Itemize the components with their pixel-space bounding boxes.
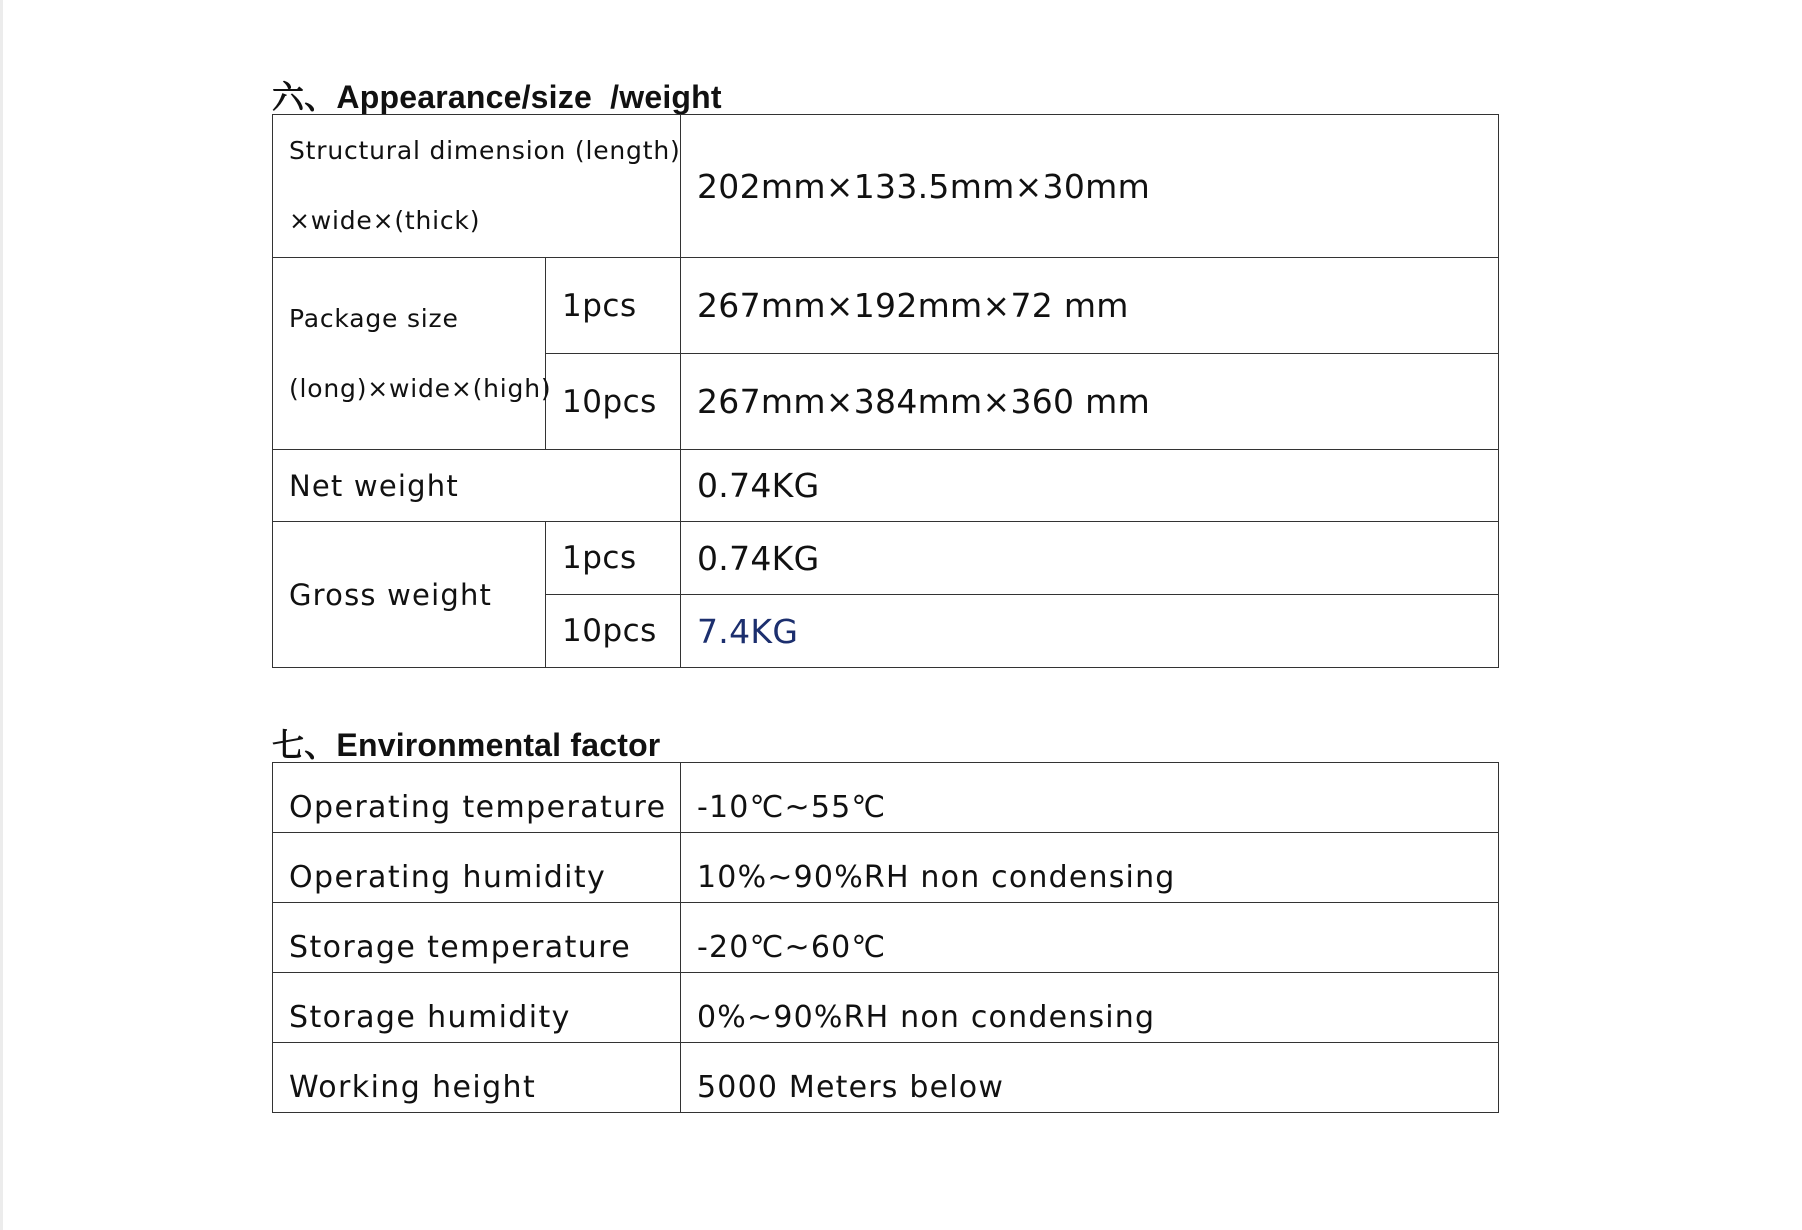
package-size-1pcs-value: 267mm×192mm×72 mm bbox=[681, 258, 1499, 354]
package-size-label-line2: (long)×wide×(high) bbox=[289, 373, 552, 403]
gross-weight-label: Gross weight bbox=[273, 522, 546, 668]
operating-humidity-value: 10%~90%RH non condensing bbox=[681, 833, 1499, 903]
net-weight-label: Net weight bbox=[273, 450, 681, 522]
storage-temperature-label: Storage temperature bbox=[273, 903, 681, 973]
structural-dimension-value: 202mm×133.5mm×30mm bbox=[681, 115, 1499, 258]
section-title-environment: 七、Environmental factor bbox=[272, 727, 661, 763]
gross-weight-10pcs-value: 7.4KG bbox=[681, 595, 1499, 668]
operating-temperature-label: Operating temperature bbox=[273, 763, 681, 833]
net-weight-value: 0.74KG bbox=[681, 450, 1499, 522]
gross-weight-1pcs-value: 0.74KG bbox=[681, 522, 1499, 595]
storage-temperature-value: -20℃~60℃ bbox=[681, 903, 1499, 973]
table-row bbox=[273, 450, 1499, 522]
table-row bbox=[273, 115, 1499, 258]
structural-dimension-label-line1: Structural dimension (length) bbox=[289, 136, 681, 165]
working-height-value: 5000 Meters below bbox=[681, 1043, 1499, 1113]
table-row bbox=[273, 903, 1499, 973]
package-size-10pcs-value: 267mm×384mm×360 mm bbox=[681, 354, 1499, 450]
table-row bbox=[273, 973, 1499, 1043]
package-size-label bbox=[273, 258, 552, 450]
section-title-appearance: 六、Appearance/size /weight bbox=[272, 79, 722, 115]
package-qty-1pcs: 1pcs bbox=[546, 258, 681, 354]
package-qty-10pcs: 10pcs bbox=[546, 354, 681, 450]
structural-dimension-label-line2: ×wide×(thick) bbox=[289, 206, 481, 235]
table-row bbox=[273, 258, 1499, 354]
table-row bbox=[273, 763, 1499, 833]
gross-qty-1pcs: 1pcs bbox=[546, 522, 681, 595]
operating-temperature-value: -10℃~55℃ bbox=[681, 763, 1499, 833]
operating-humidity-label: Operating humidity bbox=[273, 833, 681, 903]
storage-humidity-label: Storage humidity bbox=[273, 973, 681, 1043]
working-height-label: Working height bbox=[273, 1043, 681, 1113]
table-row bbox=[273, 1043, 1499, 1113]
environment-table bbox=[272, 762, 1499, 1113]
table-row bbox=[273, 833, 1499, 903]
package-size-label-line1: Package size bbox=[289, 303, 459, 333]
table-row bbox=[273, 522, 1499, 595]
structural-dimension-label bbox=[273, 115, 681, 258]
gross-qty-10pcs: 10pcs bbox=[546, 595, 681, 668]
storage-humidity-value: 0%~90%RH non condensing bbox=[681, 973, 1499, 1043]
appearance-table bbox=[272, 114, 1499, 668]
